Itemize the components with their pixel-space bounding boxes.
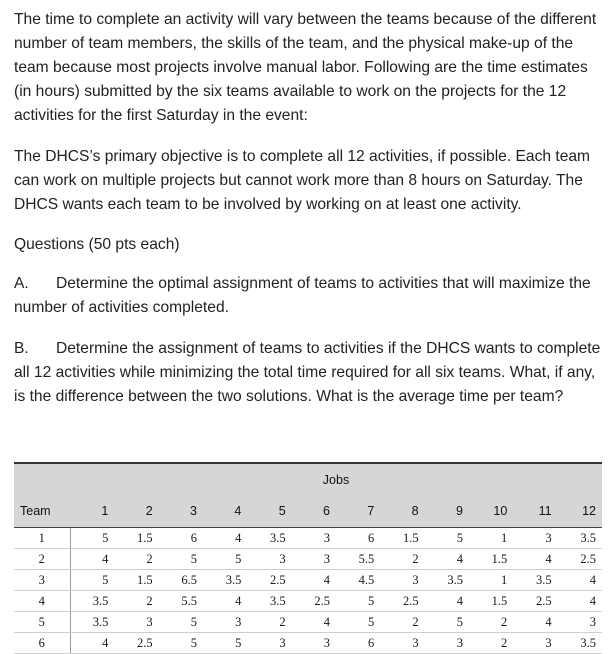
team-number-cell: 5	[14, 612, 70, 633]
team-number-cell: 2	[14, 549, 70, 570]
time-estimate-cell: 3.5	[558, 528, 602, 549]
intro-paragraph: The time to complete an activity will vary between the teams because of the different number of team members, the skills of the team, and the physical make-up of the team because most projects involve manual labor. Following are the time estimates (in hours) submitted by the six teams available to work on the projects for the 12 activities for the first Saturday in the event:	[14, 11, 597, 124]
time-estimate-cell: 4	[292, 570, 336, 591]
time-estimate-cell: 5	[203, 549, 247, 570]
time-estimate-cell: 3.5	[70, 612, 114, 633]
time-estimate-cell: 5	[159, 549, 203, 570]
time-estimate-cell: 1.5	[114, 528, 158, 549]
time-estimate-cell: 3.5	[247, 528, 291, 549]
time-estimate-cell: 1.5	[380, 528, 424, 549]
table-group-header-row	[14, 463, 602, 495]
table-corner-cell	[14, 463, 70, 495]
time-estimate-cell: 3	[558, 612, 602, 633]
time-estimate-cell: 2.5	[292, 591, 336, 612]
job-column-header: 2	[114, 495, 158, 528]
job-column-header: 11	[513, 495, 557, 528]
job-column-header: 7	[336, 495, 380, 528]
time-estimate-cell: 3	[247, 549, 291, 570]
question-b-text: Determine the assignment of teams to activities if the DHCS wants to complete all 12 activities while minimizing the total time required for all six teams. What, if any, is the difference between the two solutions. What is the average time per team?	[14, 340, 601, 405]
time-estimate-cell: 5	[425, 528, 469, 549]
team-number-cell: 6	[14, 633, 70, 654]
questions-heading: Questions (50 pts each)	[14, 236, 180, 253]
job-column-header: 4	[203, 495, 247, 528]
time-estimate-cell: 2	[469, 633, 513, 654]
table-row	[14, 528, 602, 549]
time-estimate-cell: 5	[70, 570, 114, 591]
time-estimate-cell: 2	[380, 612, 424, 633]
time-estimate-cell: 3	[380, 633, 424, 654]
time-estimate-cell: 4	[558, 591, 602, 612]
time-estimate-cell: 3.5	[247, 591, 291, 612]
table-row	[14, 570, 602, 591]
time-estimate-cell: 4	[203, 591, 247, 612]
job-column-header: 9	[425, 495, 469, 528]
time-estimate-cell: 4	[425, 591, 469, 612]
time-estimate-cell: 5	[70, 528, 114, 549]
job-column-header: 10	[469, 495, 513, 528]
time-estimate-cell: 1	[469, 528, 513, 549]
time-estimate-cell: 6	[336, 633, 380, 654]
time-estimate-cell: 2	[114, 549, 158, 570]
time-estimate-cell: 3	[513, 528, 557, 549]
time-estimate-cell: 3.5	[203, 570, 247, 591]
job-column-header: 12	[558, 495, 602, 528]
time-estimate-cell: 2.5	[247, 570, 291, 591]
time-estimate-cell: 3	[380, 570, 424, 591]
time-estimate-cell: 4	[513, 612, 557, 633]
time-estimate-cell: 2	[380, 549, 424, 570]
time-estimate-cell: 1.5	[114, 570, 158, 591]
objective-paragraph: The DHCS’s primary objective is to complete all 12 activities, if possible. Each team can work on multiple projects but cannot work more than 8 hours on Saturday. The DHCS wants each team to be involved by working on at least one activity.	[14, 148, 591, 213]
time-estimate-cell: 5	[203, 633, 247, 654]
question-a	[14, 272, 606, 320]
time-estimate-cell: 4.5	[336, 570, 380, 591]
time-estimate-cell: 3	[247, 633, 291, 654]
time-estimate-cell: 3	[292, 633, 336, 654]
time-estimate-cell: 1	[469, 570, 513, 591]
time-estimate-cell: 2.5	[114, 633, 158, 654]
table-row	[14, 549, 602, 570]
time-estimate-cell: 4	[292, 612, 336, 633]
time-estimate-cell: 4	[425, 549, 469, 570]
time-estimate-cell: 3	[425, 633, 469, 654]
time-estimate-cell: 5	[159, 612, 203, 633]
time-estimate-cell: 5.5	[159, 591, 203, 612]
time-estimate-cell: 3	[513, 633, 557, 654]
time-estimate-cell: 5	[159, 633, 203, 654]
question-a-label: A.	[14, 275, 29, 292]
time-estimate-cell: 1.5	[469, 549, 513, 570]
time-estimate-cell: 5.5	[336, 549, 380, 570]
table-header-row	[14, 495, 602, 528]
team-column-header: Team	[14, 495, 70, 528]
time-estimate-cell: 4	[203, 528, 247, 549]
time-estimate-cell: 3	[114, 612, 158, 633]
time-estimate-cell: 3.5	[513, 570, 557, 591]
time-estimate-cell: 6	[336, 528, 380, 549]
job-column-header: 8	[380, 495, 424, 528]
job-column-header: 3	[159, 495, 203, 528]
time-estimate-cell: 1.5	[469, 591, 513, 612]
table-body	[14, 528, 602, 654]
job-column-header: 6	[292, 495, 336, 528]
time-estimate-cell: 3	[203, 612, 247, 633]
time-estimate-cell: 6	[159, 528, 203, 549]
jobs-group-header: Jobs	[70, 463, 602, 495]
job-column-header: 5	[247, 495, 291, 528]
team-number-cell: 1	[14, 528, 70, 549]
time-estimate-cell: 3.5	[425, 570, 469, 591]
time-estimate-cell: 3.5	[70, 591, 114, 612]
time-estimate-cell: 2	[247, 612, 291, 633]
time-estimate-cell: 3	[292, 528, 336, 549]
team-number-cell: 3	[14, 570, 70, 591]
question-b	[14, 337, 606, 409]
time-estimate-cell: 5	[425, 612, 469, 633]
job-column-header: 1	[70, 495, 114, 528]
question-b-label: B.	[14, 340, 29, 357]
time-estimate-cell: 4	[513, 549, 557, 570]
time-estimate-cell: 6.5	[159, 570, 203, 591]
time-estimate-cell: 4	[70, 633, 114, 654]
table-row	[14, 612, 602, 633]
time-estimate-cell: 5	[336, 591, 380, 612]
time-estimate-cell: 4	[558, 570, 602, 591]
time-estimate-cell: 2.5	[513, 591, 557, 612]
time-estimate-cell: 2.5	[558, 549, 602, 570]
time-estimate-cell: 2	[114, 591, 158, 612]
jobs-table-container	[14, 462, 602, 654]
jobs-table	[14, 462, 602, 654]
table-row	[14, 633, 602, 654]
time-estimate-cell: 2	[469, 612, 513, 633]
table-row	[14, 591, 602, 612]
team-number-cell: 4	[14, 591, 70, 612]
question-a-text: Determine the optimal assignment of teams to activities that will maximize the number of activities completed.	[14, 275, 591, 316]
time-estimate-cell: 4	[70, 549, 114, 570]
time-estimate-cell: 2.5	[380, 591, 424, 612]
time-estimate-cell: 3	[292, 549, 336, 570]
time-estimate-cell: 5	[336, 612, 380, 633]
time-estimate-cell: 3.5	[558, 633, 602, 654]
